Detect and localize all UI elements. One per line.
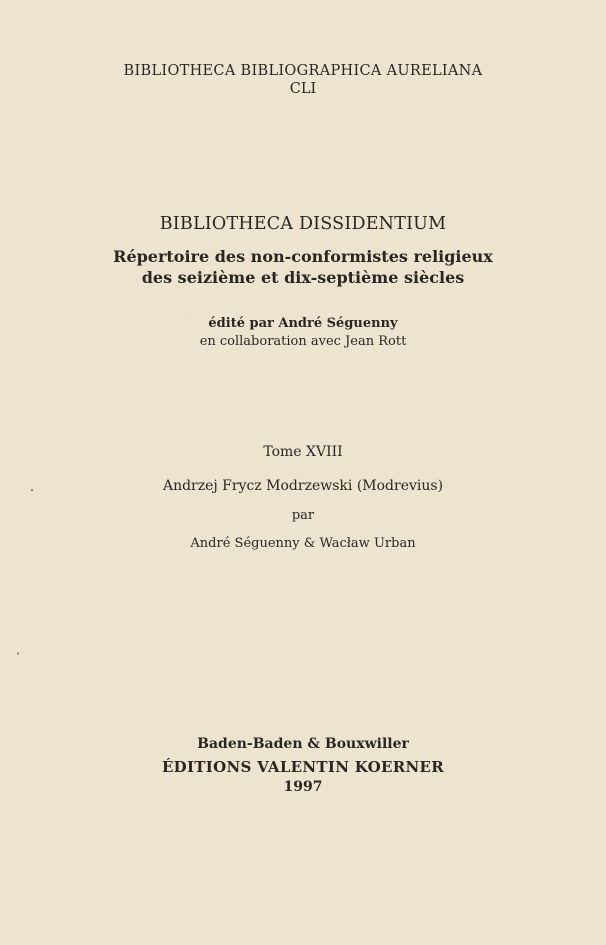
series-number: CLI <box>289 81 317 97</box>
publisher-name: ÉDITIONS VALENTIN KOERNER <box>161 758 445 776</box>
publication-year: 1997 <box>283 779 323 795</box>
by-label: par <box>291 508 315 523</box>
paper-speck <box>189 316 190 317</box>
subtitle-line-1: Répertoire des non-conformistes religieux <box>113 247 493 266</box>
main-title: BIBLIOTHECA DISSIDENTIUM <box>159 214 447 234</box>
volume-authors: André Séguenny & Wacław Urban <box>190 536 416 551</box>
subtitle-line-2: des seizième et dix-septième siècles <box>141 268 465 287</box>
collaboration-credit: en collaboration avec Jean Rott <box>199 334 407 349</box>
editor-credit: édité par André Séguenny <box>208 316 398 331</box>
paper-speck <box>17 652 19 655</box>
paper-speck <box>31 489 33 491</box>
publication-place: Baden-Baden & Bouxwiller <box>197 736 409 752</box>
volume-number: Tome XVIII <box>263 444 343 460</box>
volume-subject: Andrzej Frycz Modrzewski (Modrevius) <box>162 478 444 494</box>
series-title: BIBLIOTHECA BIBLIOGRAPHICA AURELIANA <box>123 63 483 79</box>
